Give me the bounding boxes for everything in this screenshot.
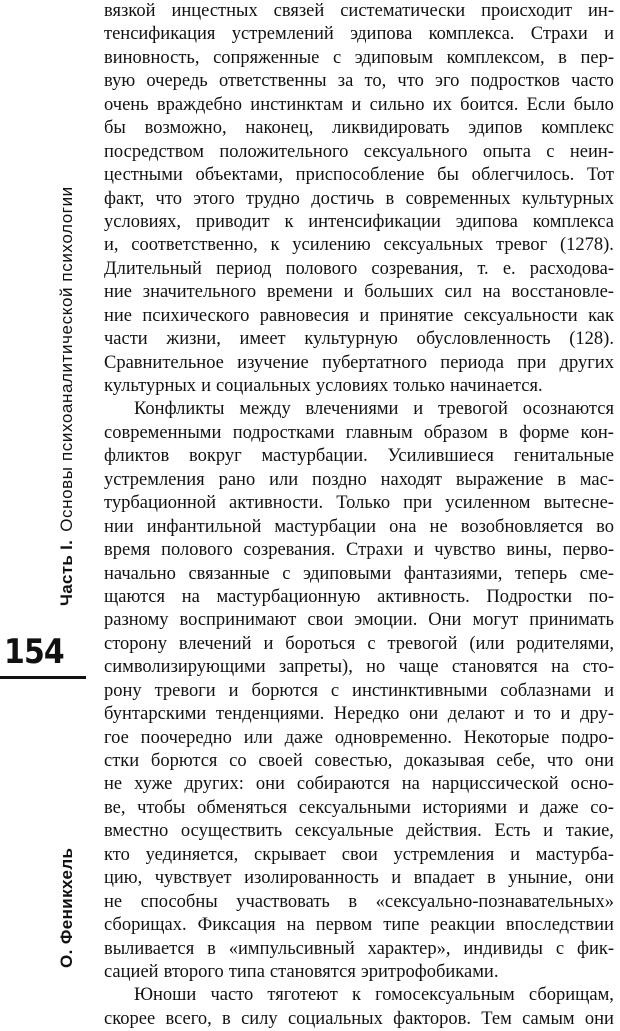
section-label: Основы психоаналитической психологии bbox=[57, 186, 76, 532]
text-line: культурных и социальных условиях только начинается. bbox=[104, 376, 543, 396]
text-line: бы возможно, наконец, ликвидировать эдипов комплекс bbox=[104, 118, 614, 139]
text-line: скорее всего, в силу социальных факторов. Тем самым они bbox=[104, 1008, 614, 1029]
text-line: нии инфантильной мастурбации она не возобновляется во bbox=[104, 516, 614, 537]
text-line: ние психического равновесия и принятие сексуальности как bbox=[104, 305, 614, 326]
text-line: цию, чувствует изолированность и впадает в уныние, они bbox=[104, 868, 614, 889]
text-line: Длительный период полового созревания, т. е. расходова- bbox=[104, 258, 614, 279]
author-name: О. Феникхель bbox=[57, 847, 76, 968]
text-line: Сравнительное изучение пубертатного периода при других bbox=[104, 352, 614, 373]
text-line: кто уединяется, скрывает свои устремления и мастурба- bbox=[104, 844, 614, 865]
text-line: Конфликты между влечениями и тревогой осознаются bbox=[134, 399, 614, 420]
text-line: гое поочередно или даже одновременно. Некоторые подро- bbox=[104, 727, 614, 748]
text-line: начально связанные с эдиповыми фантазиями, теперь сме- bbox=[104, 563, 614, 584]
page-number-rule bbox=[0, 676, 86, 679]
text-line: не хуже других: они собираются на нарциссической осно- bbox=[104, 774, 614, 795]
text-line: бунтарскими тенденциями. Нередко они делают и то и дру- bbox=[104, 704, 614, 725]
text-line: ве, чтобы обменяться сексуальными историями и даже со- bbox=[104, 797, 614, 818]
text-line: части жизни, имеет культурную обусловленность (128). bbox=[104, 329, 614, 350]
text-line: факт, что этого трудно достичь в современных культурных bbox=[104, 188, 614, 209]
text-line: условиях, приводит к интенсификации эдипова комплекса bbox=[104, 211, 614, 232]
text-line: сборищах. Фиксация на первом типе реакции впоследствии bbox=[104, 915, 614, 936]
text-line: очень враждебно инстинктам и сильно их боится. Если было bbox=[104, 94, 614, 115]
text-line: фликтов вокруг мастурбации. Усилившиеся генитальные bbox=[104, 446, 614, 467]
text-line: сторону влечений и бороться с тревогой (или родителями, bbox=[104, 633, 614, 654]
text-line: посредством положительного сексуального опыта с неин- bbox=[104, 141, 614, 162]
text-line: щаются на мастурбационную активность. Подростки по- bbox=[104, 586, 614, 607]
body-text bbox=[104, 0, 614, 1031]
text-line: вязкой инцестных связей систематически происходит ин- bbox=[104, 1, 614, 21]
text-line: тенсификация устремлений эдипова комплекса. Страхи и bbox=[104, 24, 614, 45]
text-line: цестными объектами, приспособление бы облегчилось. Тот bbox=[104, 165, 614, 186]
part-label: Часть I. bbox=[57, 539, 76, 606]
text-line: время полового созревания. Страхи и чувство вины, перво- bbox=[104, 540, 614, 561]
text-line: сацией второго типа становятся эритрофобиками. bbox=[104, 961, 499, 982]
text-line: ние значительного времени и больших сил на восстановле- bbox=[104, 282, 614, 303]
page-number: 154 bbox=[4, 632, 64, 672]
text-line: устремления рано или поздно находят выражение в мас- bbox=[104, 469, 614, 490]
text-line: современными подростками главным образом в форме кон- bbox=[104, 422, 614, 443]
text-line: Юноши часто тяготеют к гомосексуальным сборищам, bbox=[134, 985, 614, 1006]
text-line: рону тревоги и борются с инстинктивными соблазнами и bbox=[104, 680, 614, 701]
text-line: турбационной активности. Только при усиленном вытесне- bbox=[104, 493, 614, 514]
text-line: разному воспринимают свои эмоции. Они могут принимать bbox=[104, 610, 614, 631]
text-line: виновность, сопряженные с эдиповым комплексом, в пер- bbox=[104, 47, 614, 68]
text-line: символизирующими запреты), но чаще становятся на сто- bbox=[104, 657, 614, 678]
text-line: и, соответственно, к усилению сексуальных тревог (1278). bbox=[104, 235, 614, 256]
running-header bbox=[57, 186, 77, 606]
text-line: не способны участвовать в «сексуально-познавательных» bbox=[104, 891, 614, 912]
text-line: выливается в «импульсивный характер», индивиды с фик- bbox=[104, 938, 614, 959]
text-line: вую очередь ответственны за то, что эго подростков часто bbox=[104, 71, 614, 92]
text-line: стки борются со своей совестью, доказывая себе, что они bbox=[104, 751, 614, 771]
text-line: вместно осуществить сексуальные действия. Есть и такие, bbox=[104, 821, 614, 842]
